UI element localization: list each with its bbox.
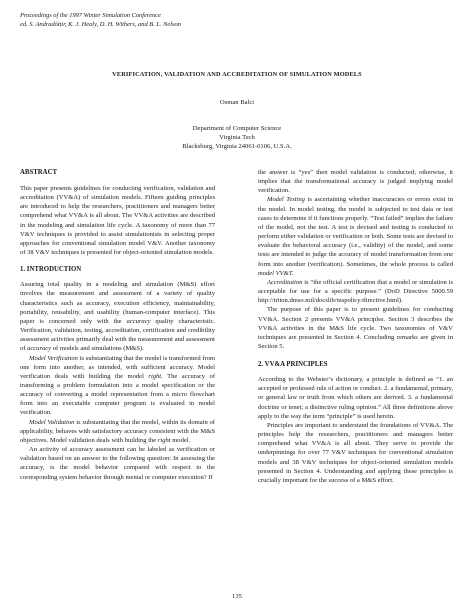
right-column	[258, 168, 453, 485]
principle-definition-paragraph: According to the Webster’s dictionary, a principle is defined as “1. an accepted or professed rule of action or conduct. 2. a fundamental, primary, or general law or truth from which others are derived. 3. a fundamental doctrine or tenet; a distinctive ruling opinion.” All three definitions above apply to the way the term “principle” is used herein.	[258, 376, 453, 420]
model-testing-paragraph: Model Testing is ascertaining whether inaccuracies or errors exist in the model. In model testing, the model is subjected to test data or test cases to determine if it functions properly. “Test failed” implies the failure of the model, not the test. A test is devised and testing is conducted to perform either validation or verification or both. Some tests are devised to evaluate the behavioral accuracy (i.e., validity) of the model, and some tests are intended to judge the accuracy of model transformation from one form into another (verification). Sometimes, the whole process is called model VV&T.	[258, 196, 454, 277]
header-line-1: Proceedings of the 1997 Winter Simulation Conference	[20, 12, 161, 19]
header-line-2: ed. S. Andradóttir, K. J. Healy, D. H. Withers, and B. L. Nelson	[20, 20, 181, 28]
validation-continuation-paragraph: the answer is “yes” then model validation is conducted; otherwise, it implies that the transformational accuracy is judged implying model verification.	[258, 169, 453, 195]
vva-principles-heading: 2. VV&A PRINCIPLES	[258, 361, 328, 369]
affiliation-university: Virginia Tech	[219, 134, 255, 141]
abstract-heading: ABSTRACT	[20, 169, 58, 176]
model-validation-paragraph: Model Validation is substantiating that the model, within its domain of applicability, behaves with satisfactory accuracy consistent with the M&S objectives. Model validation deals with building the right model.	[20, 418, 215, 444]
affiliation-address: Blacksburg, Virginia 24061-0106, U.S.A.	[182, 143, 292, 150]
accuracy-assessment-paragraph: An activity of accuracy assessment can be labeled as verification or validation based on an answer to the following question: In assessing the accuracy, is the model behavior compared with respect to the corresponding system behavior through mental or computer execution? If	[20, 446, 215, 481]
author-name: Osman Balci	[219, 99, 255, 106]
abstract-text: This paper presents guidelines for conducting verification, validation and accreditation (VV&A) of simulation models. Fifteen guiding principles are introduced to help the researchers, practitioners and managers better comprehend what VV&A is all about. The VV&A activities are described in the modeling and simulation life cycle. A taxonomy of more than 77 V&V techniques is provided to assist simulationists in selecting proper approaches for conventional simulation model V&V. Another taxonomy of 38 V&V techniques is presented for object-oriented simulation models.	[20, 185, 215, 257]
introduction-heading: 1. INTRODUCTION	[20, 266, 82, 274]
affiliation	[0, 124, 474, 151]
page-number: 135	[232, 593, 242, 600]
purpose-paragraph: The purpose of this paper is to present guidelines for conducting VV&A. Section 2 presents VV&A principles. Section 3 describes the VV&A activities in the M&S life cycle. Two taxonomies of V&V techniques are presented in Section 4. Concluding remarks are given in Section 5.	[258, 306, 453, 350]
paper-title: VERIFICATION, VALIDATION AND ACCREDITATION OF SIMULATION MODELS	[112, 71, 362, 78]
model-verification-paragraph: Model Verification is substantiating that the model is transformed from one form into another, as intended, with sufficient accuracy. Model verification deals with building the model right. The accuracy of transforming a problem formulation into a model specification or the accuracy of converting a model representation from a micro flowchart form into an executable computer program is evaluated in model verification.	[20, 354, 215, 417]
affiliation-department: Department of Computer Science	[192, 125, 282, 132]
proceedings-header	[20, 12, 181, 29]
principles-importance-paragraph: Principles are important to understand the foundations of VV&A. The principles help the researchers, practitioners and managers better comprehend what VV&A is all about. They serve to provide the underpinnings for over 77 V&V techniques for conventional simulation models and 38 V&V techniques for object-oriented simulation models presented in Section 4. Understanding and applying these principles is crucially important for the success of a M&S effort.	[258, 421, 453, 484]
left-column	[20, 168, 215, 482]
intro-paragraph-1: Assuring total quality in a modeling and simulation (M&S) effort involves the measurement and assessment of a variety of quality characteristics such as accuracy, execution efficiency, maintainability, portability, reusability, and usability (human-computer interface). This paper is concerned only with the accuracy quality characteristic. Verification, validation, testing, accreditation, certification and credibility assessment activities primarily deal with the measurement and assessment of accuracy of models and simulations (M&S).	[20, 281, 215, 353]
accreditation-paragraph: Accreditation is “the official certification that a model or simulation is acceptable for use for a specific purpose.” (DoD Directive 5000.59 http://triton.dmso.mil/docslib/mspolicy/directive.html).	[258, 278, 453, 305]
